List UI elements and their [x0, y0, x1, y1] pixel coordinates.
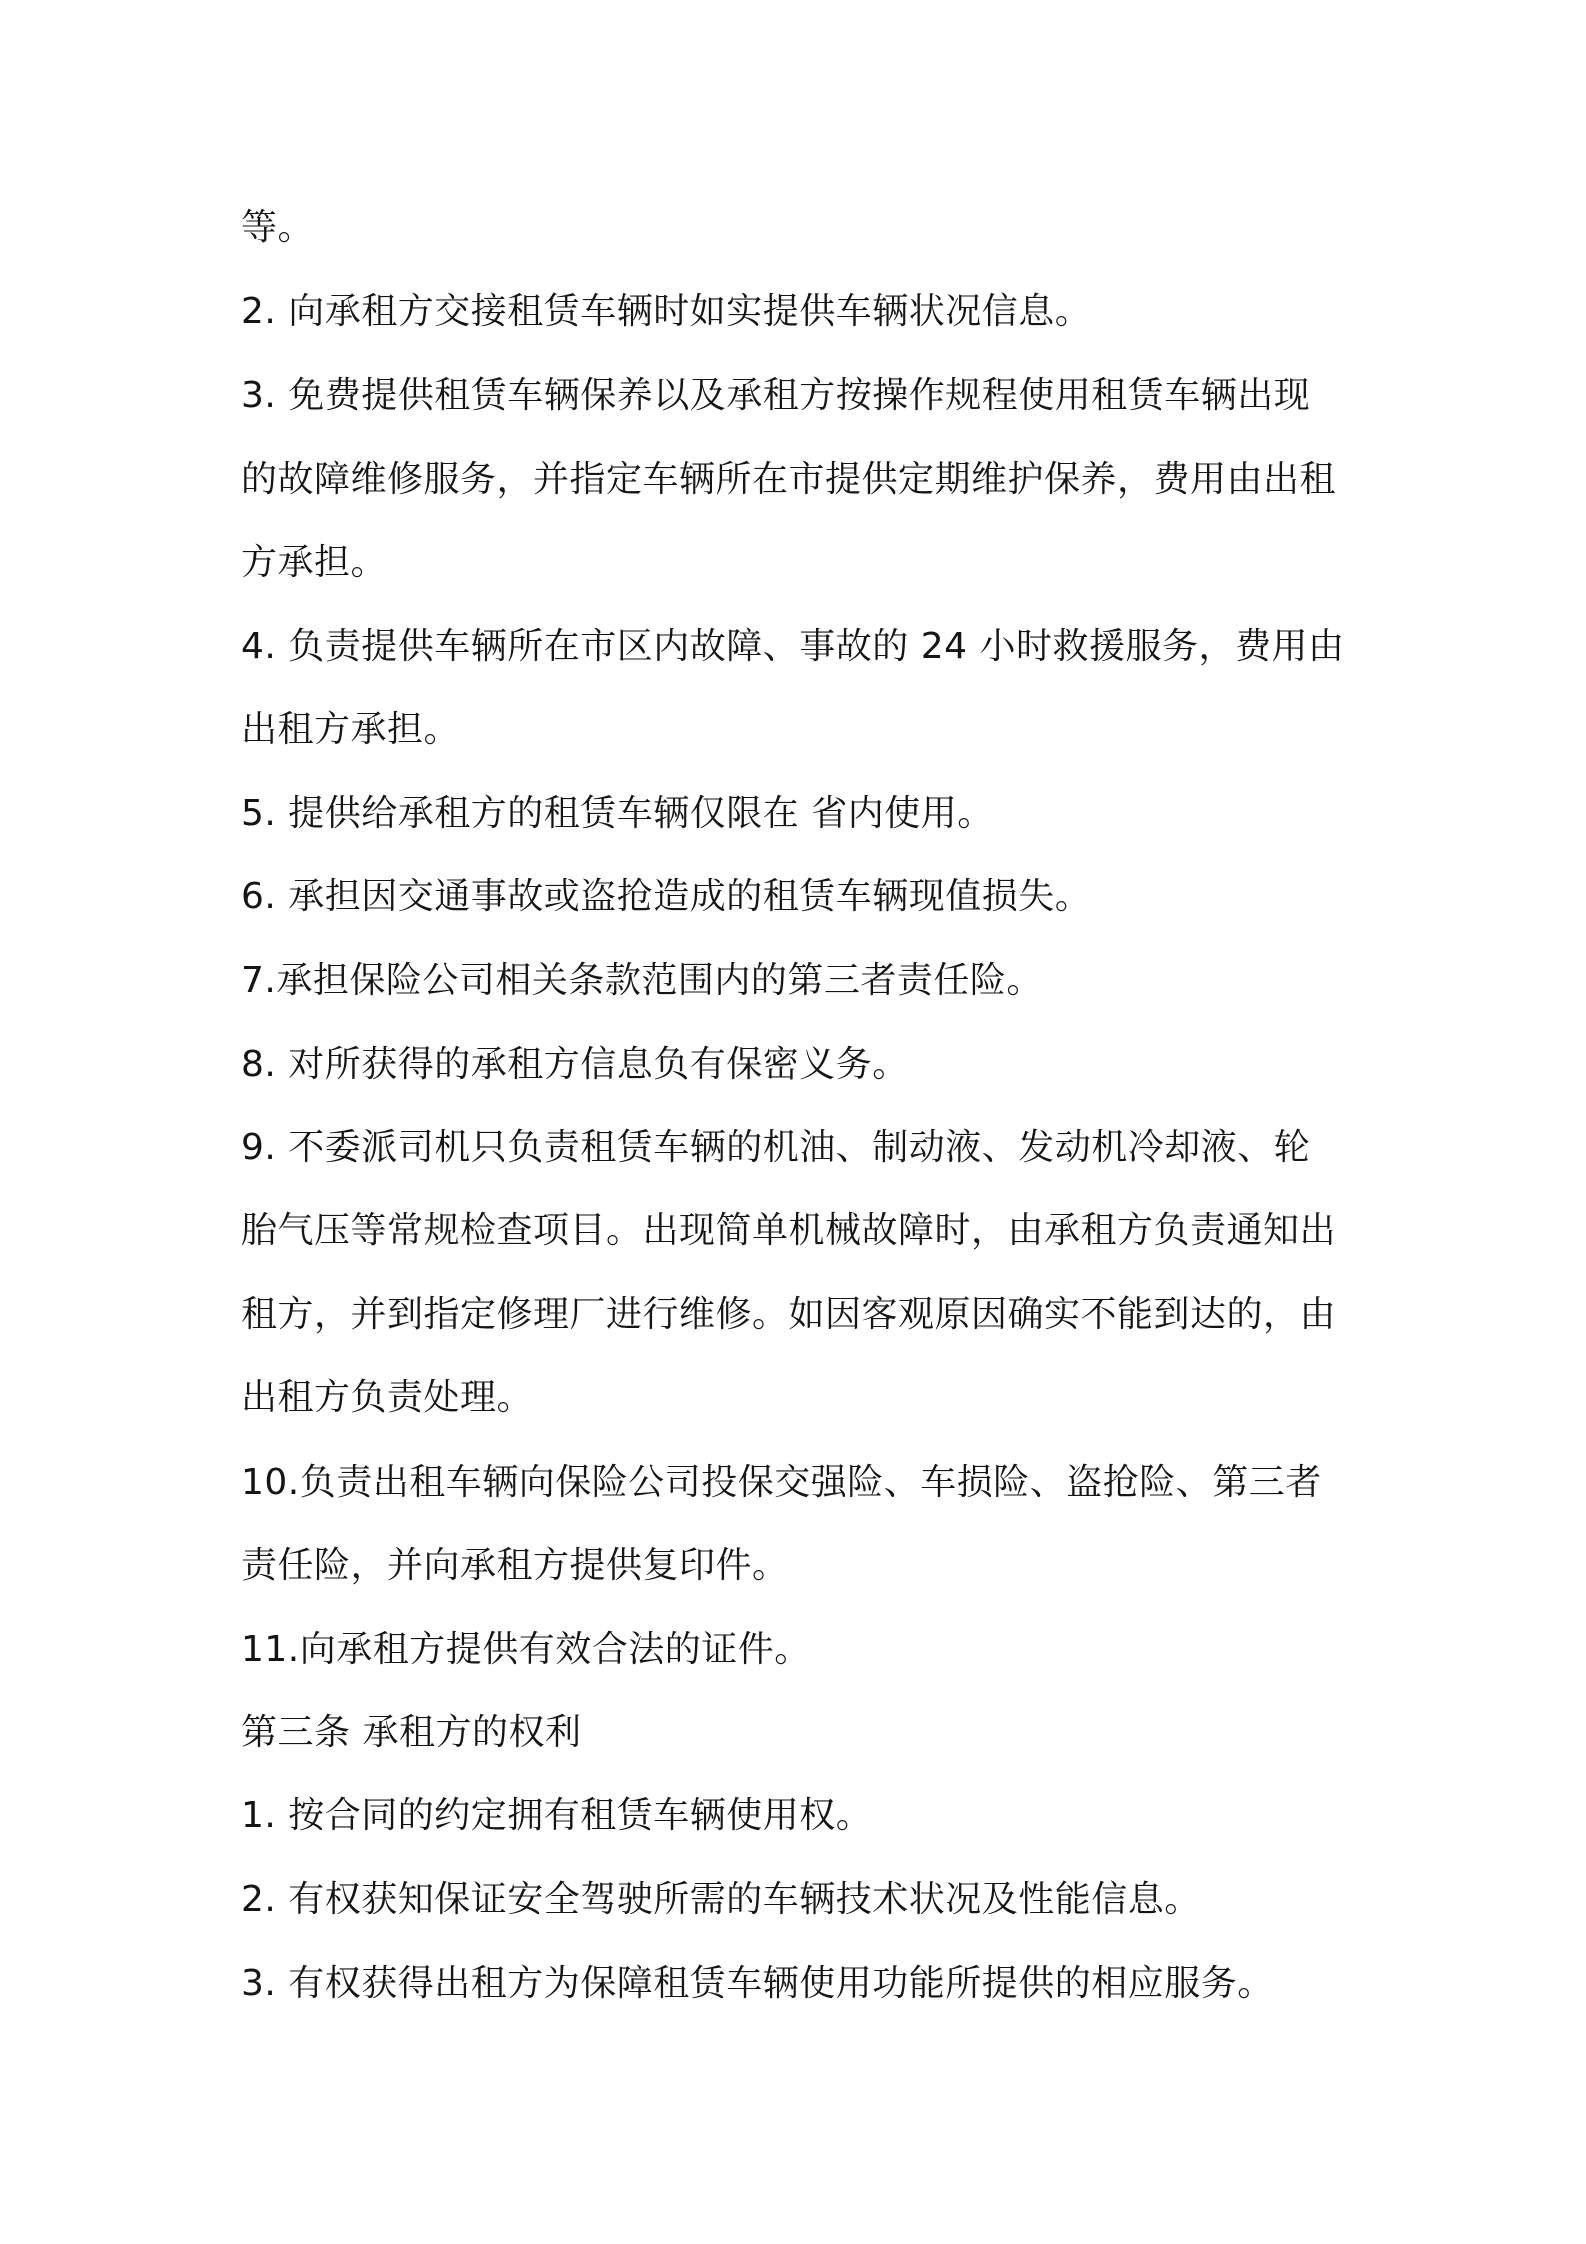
text-line: 10.负责出租车辆向保险公司投保交强险、车损险、盗抢险、第三者 [241, 1462, 1322, 1503]
text-line: 3. 有权获得出租方为保障租赁车辆使用功能所提供的相应服务。 [241, 1963, 1274, 2004]
text-line: 5. 提供给承租方的租赁车辆仅限在 省内使用。 [241, 793, 994, 834]
text-line: 9. 不委派司机只负责租赁车辆的机油、制动液、发动机冷却液、轮 [241, 1127, 1311, 1168]
text-line: 2. 有权获知保证安全驾驶所需的车辆技术状况及性能信息。 [241, 1879, 1201, 1920]
text-line: 6. 承担因交通事故或盗抢造成的租赁车辆现值损失。 [241, 876, 1092, 917]
text-line: 责任险，并向承租方提供复印件。 [241, 1545, 789, 1586]
text-line: 方承担。 [241, 542, 388, 583]
text-line: 出租方承担。 [241, 709, 461, 750]
text-line: 2. 向承租方交接租赁车辆时如实提供车辆状况信息。 [241, 291, 1092, 332]
text-line: 胎气压等常规检查项目。出现简单机械故障时，由承租方负责通知出 [241, 1210, 1337, 1251]
text-line: 4. 负责提供车辆所在市区内故障、事故的 24 小时救援服务，费用由 [241, 626, 1345, 667]
text-line: 3. 免费提供租赁车辆保养以及承租方按操作规程使用租赁车辆出现 [241, 375, 1311, 416]
text-line: 的故障维修服务，并指定车辆所在市提供定期维护保养，费用由出租 [241, 459, 1337, 500]
text-line: 7.承担保险公司相关条款范围内的第三者责任险。 [241, 960, 1043, 1001]
text-line: 11.向承租方提供有效合法的证件。 [241, 1629, 811, 1670]
text-line: 租方，并到指定修理厂进行维修。如因客观原因确实不能到达的，由 [241, 1294, 1337, 1335]
text-line: 出租方负责处理。 [241, 1377, 534, 1418]
text-line: 1. 按合同的约定拥有租赁车辆使用权。 [241, 1795, 873, 1836]
section-heading: 第三条 承租方的权利 [241, 1712, 582, 1753]
text-line: 8. 对所获得的承租方信息负有保密义务。 [241, 1044, 909, 1085]
text-line: 等。 [241, 207, 315, 248]
